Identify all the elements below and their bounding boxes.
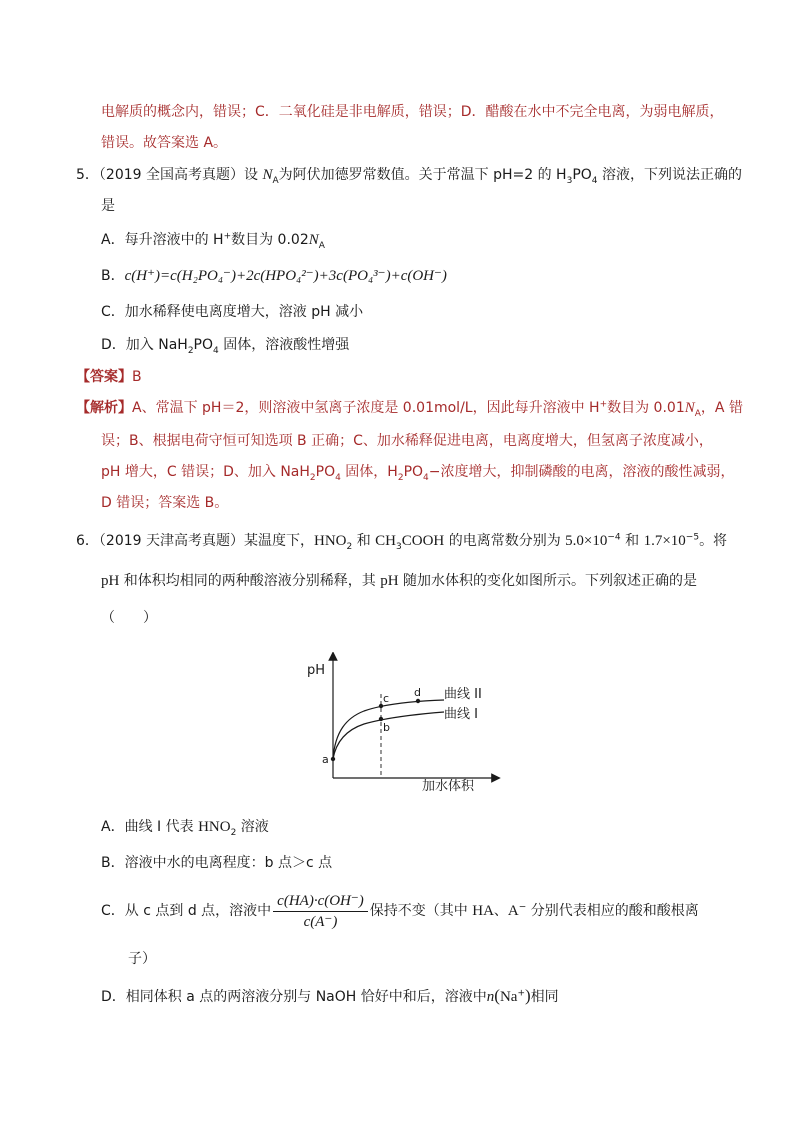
q5-stem-text: 为阿伏加德罗常数值。关于常温下 pH=2 的 H — [278, 167, 567, 183]
q6-stem-line-3: （ ） — [101, 610, 157, 626]
q6-option-d-text: D．相同体积 a 点的两溶液分别与 NaOH 恰好中和后，溶液中 — [101, 989, 487, 1005]
q6-option-c-ha: HA — [472, 903, 494, 919]
q6-k2: 1.7×10 — [643, 533, 686, 549]
q5-option-d-text: D．加入 NaH — [101, 337, 188, 353]
point-c-label: c — [383, 692, 390, 705]
q6-stem-text: 某温度下， — [244, 533, 315, 549]
q6-stem-text: 。将 — [699, 533, 728, 549]
q5-analysis-line-2: 误；B、根据电荷守恒可知选项 B 正确；C、加水稀释促进电离，电离度增大，但氢离子浓度减小， — [101, 433, 713, 449]
ph-dilution-graph — [304, 652, 504, 798]
q5-option-b-equation: c(H⁺)=c(H₂PO₄⁻)+2c(HPO₄²⁻)+3c(PO₄³⁻)+c(OH⁻) — [124, 268, 447, 284]
q5-option-a-sup: + — [223, 231, 232, 242]
q6-k1-exp: −4 — [607, 532, 621, 543]
q5-option-a — [101, 231, 325, 249]
q5-analysis-text: 数目为 0.01 — [607, 400, 685, 416]
q5-option-d-text: 固体，溶液酸性增强 — [218, 337, 350, 353]
point-a-label: a — [322, 753, 329, 766]
paren-close: ) — [524, 986, 531, 1005]
q6-hno2: HNO — [314, 533, 347, 549]
q5-option-d-text: PO — [193, 337, 214, 353]
fraction-numerator: c(HA)·c(OH⁻) — [273, 892, 368, 912]
q6-option-a-text: A．曲线 I 代表 — [101, 819, 199, 835]
point-a-dot — [331, 757, 335, 761]
q6-sub: 2 — [346, 541, 353, 552]
q5-analysis-sub: 4 — [335, 472, 341, 483]
q6-stem-line-2 — [101, 572, 697, 590]
q5-option-d-sub: 4 — [213, 345, 219, 356]
q5-option-a-text: 数目为 0.02 — [231, 232, 309, 248]
q6-option-c-line-2: 子） — [128, 951, 156, 967]
point-b-label: b — [383, 721, 390, 734]
q5-stem-line-1 — [76, 166, 742, 184]
q5-analysis-line-4: D 错误；答案选 B。 — [101, 495, 229, 511]
q6-option-a-text: 溶液 — [236, 819, 269, 835]
q6-option-d — [101, 987, 559, 1006]
curve-ii-label: 曲线 II — [444, 687, 482, 702]
q6-option-a — [101, 818, 269, 836]
q6-option-c-text: 、 — [493, 903, 508, 919]
q5-stem-text: 溶液，下列说法正确的 — [597, 167, 742, 183]
q5-answer — [76, 368, 142, 386]
q5-number: 5． — [76, 167, 99, 183]
q5-stem-text: PO — [572, 167, 592, 183]
q5-analysis-label: 【解析】 — [76, 400, 132, 416]
q5-source: （2019 全国高考真题） — [98, 167, 245, 183]
prev-explanation-line-1: 电解质的概念内，错误；C．二氧化硅是非电解质，错误；D．醋酸在水中不完全电离，为弱电解质， — [101, 104, 724, 120]
q6-stem-text: 随加水体积的变化如图所示。下列叙述正确的是 — [398, 573, 698, 589]
q6-option-c-text: C．从 c 点到 d 点，溶液中 — [101, 903, 272, 919]
q5-analysis-text: A、常温下 pH＝2，则溶液中氢离子浓度是 0.01mol/L，因此每升溶液中 H — [132, 400, 600, 416]
q5-analysis-sub: 2 — [397, 472, 404, 483]
point-d-label: d — [414, 686, 421, 699]
q5-option-c: C．加水稀释使电离度增大，溶液 pH 减小 — [101, 304, 364, 320]
point-d-dot — [416, 699, 420, 703]
q6-option-c-text: 分别代表相应的酸和酸根离 — [526, 903, 699, 919]
q5-stem-line-2: 是 — [101, 198, 115, 214]
q5-option-b-label: B． — [101, 268, 125, 284]
q6-option-c-text: 保持不变（其中 — [369, 903, 473, 919]
q5-sub: 4 — [591, 175, 598, 186]
q6-k2-exp: −5 — [685, 532, 700, 543]
prev-explanation-line-2: 错误。故答案选 A。 — [101, 135, 228, 151]
q5-analysis-sub: 4 — [423, 472, 429, 483]
q6-source: （2019 天津高考真题） — [98, 533, 245, 549]
q5-stem-text: 设 — [244, 167, 263, 183]
q5-answer-value: B — [132, 369, 142, 385]
q6-number: 6． — [76, 533, 99, 549]
q5-answer-label: 【答案】 — [76, 369, 132, 385]
q5-na-symbol: N — [262, 167, 273, 183]
q5-option-b — [101, 267, 447, 285]
q6-k1: 5.0×10 — [565, 533, 608, 549]
q6-sub: 3 — [396, 541, 402, 552]
q5-analysis-line-1 — [76, 399, 743, 417]
q5-analysis-sub: A — [694, 408, 701, 419]
q5-analysis-sub: 2 — [309, 472, 316, 483]
q6-ch3cooh: COOH — [401, 533, 445, 549]
q6-ph: pH — [380, 573, 399, 589]
q6-option-d-na: Na — [499, 989, 518, 1005]
q6-option-c-anion: A — [507, 903, 519, 919]
q5-analysis-text: 固体，H — [340, 464, 398, 480]
q6-option-b: B．溶液中水的电离程度：b 点＞c 点 — [101, 855, 333, 871]
q5-na-sub: A — [272, 175, 279, 186]
q5-analysis-text: PO — [403, 464, 424, 480]
q6-option-c-sup: − — [518, 902, 527, 913]
q6-stem-text: 的电离常数分别为 — [444, 533, 566, 549]
q6-stem-text: 和 — [352, 533, 376, 549]
q6-stem-text: 和体积均相同的两种酸溶液分别稀释，其 — [119, 573, 381, 589]
q5-analysis-text: pH 增大，C 错误；D、加入 NaH — [101, 464, 310, 480]
q5-analysis-line-3 — [101, 463, 735, 481]
q5-option-d — [101, 336, 349, 354]
q6-option-d-sup: + — [517, 988, 525, 999]
fraction-denominator: c(A⁻) — [303, 913, 338, 930]
q5-option-a-text: A．每升溶液中的 H — [101, 232, 224, 248]
q6-stem-text: 和 — [620, 533, 644, 549]
q5-analysis-na: N — [684, 400, 695, 416]
curve-i-label: 曲线 I — [444, 707, 478, 722]
q5-option-a-na: N — [308, 232, 319, 248]
q5-option-a-sub: A — [318, 240, 325, 251]
q6-option-a-sub: 2 — [230, 827, 237, 838]
q6-option-c — [101, 888, 699, 934]
q5-analysis-text: −浓度增大，抑制磷酸的电离，溶液的酸性减弱， — [428, 464, 735, 480]
q5-analysis-sup: + — [599, 399, 608, 410]
q6-stem-line-1 — [76, 532, 727, 550]
q6-option-c-fraction — [273, 892, 368, 931]
q6-option-d-text: 相同 — [530, 989, 559, 1005]
x-axis-label: 加水体积 — [422, 779, 475, 794]
q6-ph: pH — [101, 573, 120, 589]
q5-analysis-text: PO — [315, 464, 336, 480]
q6-option-d-n: n — [486, 989, 495, 1005]
q6-option-a-hno2: HNO — [198, 819, 231, 835]
paren-open: ( — [494, 986, 500, 1005]
q5-option-d-sub: 2 — [187, 345, 194, 356]
q5-sub: 3 — [566, 175, 573, 186]
q6-ch3cooh: CH — [375, 533, 396, 549]
y-axis-label: pH — [307, 663, 326, 678]
q5-analysis-text: ，A 错 — [700, 400, 743, 416]
